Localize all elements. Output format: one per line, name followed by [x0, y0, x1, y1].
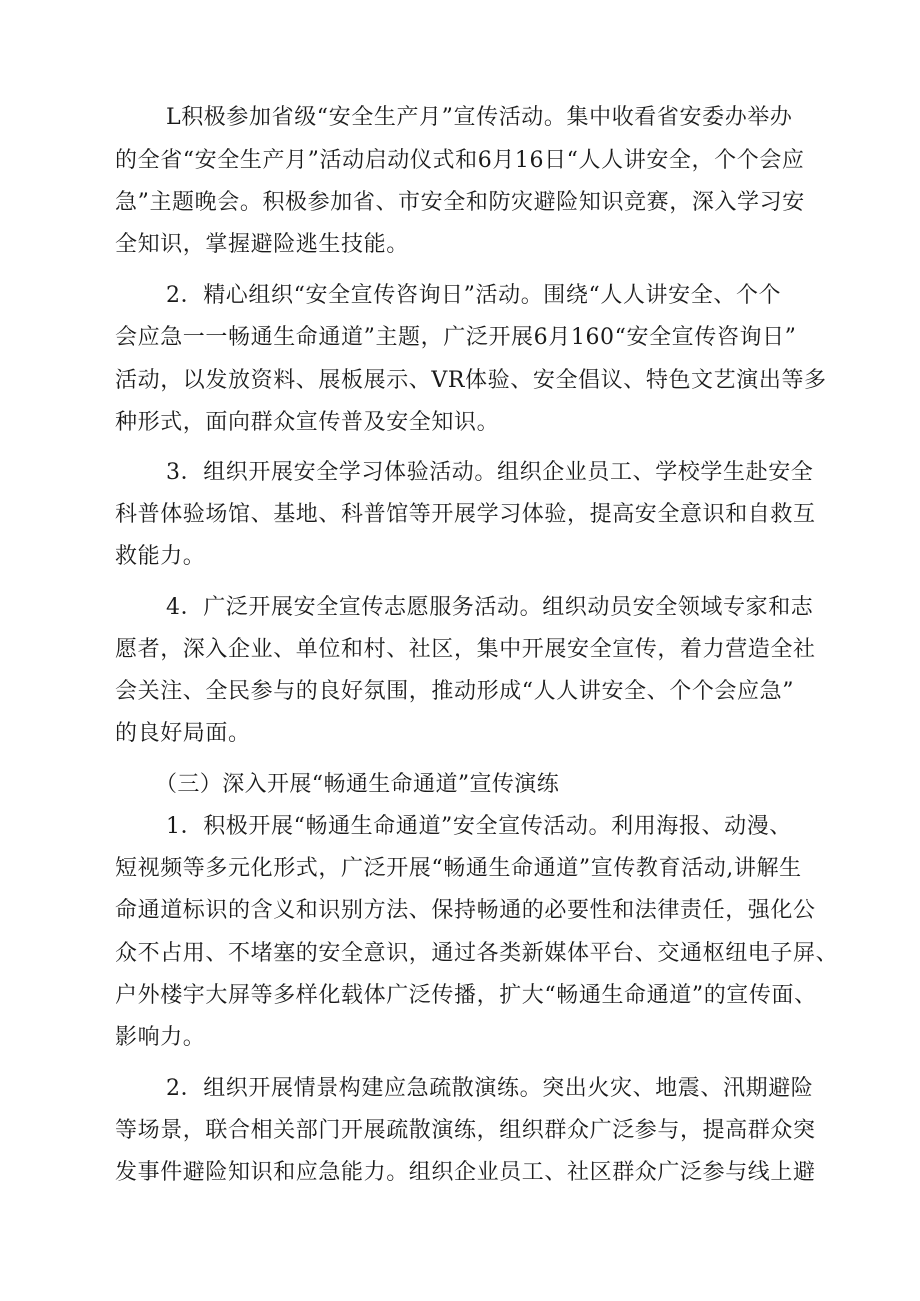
paragraph-5-line-3: 命通道标识的含义和识别方法、保持畅通的必要性和法律责任，强化公	[115, 898, 816, 923]
paragraph-3-line-1: 3．组织开展安全学习体验活动。组织企业员工、学校学生赴安全	[166, 460, 814, 485]
paragraph-1-line-4: 全知识，掌握避险逃生技能。	[115, 232, 409, 257]
section-heading-3: （三）深入开展“畅通生命通道”宣传演练	[155, 772, 560, 797]
paragraph-4-line-4: 的良好局面。	[115, 721, 251, 746]
paragraph-1-line-1: L积极参加省级“安全生产月”宣传活动。集中收看省安委办举办	[166, 105, 793, 130]
paragraph-5-line-1: 1．积极开展“畅通生命通道”安全宣传活动。利用海报、动漫、	[166, 814, 792, 839]
paragraph-1-line-3: 急”主题晚会。积极参加省、市安全和防灾避险知识竞赛，深入学习安	[115, 190, 805, 215]
paragraph-3-line-3: 救能力。	[115, 544, 206, 569]
paragraph-3-line-2: 科普体验场馆、基地、科普馆等开展学习体验，提高安全意识和自救互	[115, 502, 816, 527]
paragraph-6-line-1: 2．组织开展情景构建应急疏散演练。突出火灾、地震、汛期避险	[166, 1076, 814, 1101]
paragraph-4-line-2: 愿者，深入企业、单位和村、社区，集中开展安全宣传，着力营造全社	[115, 637, 816, 662]
paragraph-4-line-3: 会关注、全民参与的良好氛围，推动形成“人人讲安全、个个会应急”	[115, 679, 795, 704]
paragraph-5-line-2: 短视频等多元化形式，广泛开展“畅通生命通道”宣传教育活动,讲解生	[115, 856, 802, 881]
paragraph-2-line-3: 活动，以发放资料、展板展示、VR体验、安全倡议、特色文艺演出等多	[115, 368, 827, 393]
paragraph-5-line-4: 众不占用、不堵塞的安全意识，通过各类新媒体平台、交通枢纽电子屏、	[115, 941, 839, 966]
paragraph-5-line-6: 影响力。	[115, 1025, 206, 1050]
paragraph-6-line-3: 发事件避险知识和应急能力。组织企业员工、社区群众广泛参与线上避	[115, 1160, 816, 1185]
paragraph-2-line-4: 种形式，面向群众宣传普及安全知识。	[115, 410, 500, 435]
paragraph-2-line-2: 会应急一一畅通生命通道”主题，广泛开展6月160“安全宣传咨询日”	[115, 325, 797, 350]
paragraph-1-line-2: 的全省“安全生产月”活动启动仪式和6月16日“人人讲安全，个个会应	[115, 148, 805, 173]
paragraph-2-line-1: 2．精心组织“安全宣传咨询日”活动。围绕“人人讲安全、个个	[166, 283, 782, 308]
paragraph-5-line-5: 户外楼宇大屏等多样化载体广泛传播，扩大“畅通生命通道”的宣传面、	[115, 983, 817, 1008]
paragraph-4-line-1: 4．广泛开展安全宣传志愿服务活动。组织动员安全领域专家和志	[166, 595, 814, 620]
paragraph-6-line-2: 等场景，联合相关部门开展疏散演练，组织群众广泛参与，提高群众突	[115, 1118, 816, 1143]
